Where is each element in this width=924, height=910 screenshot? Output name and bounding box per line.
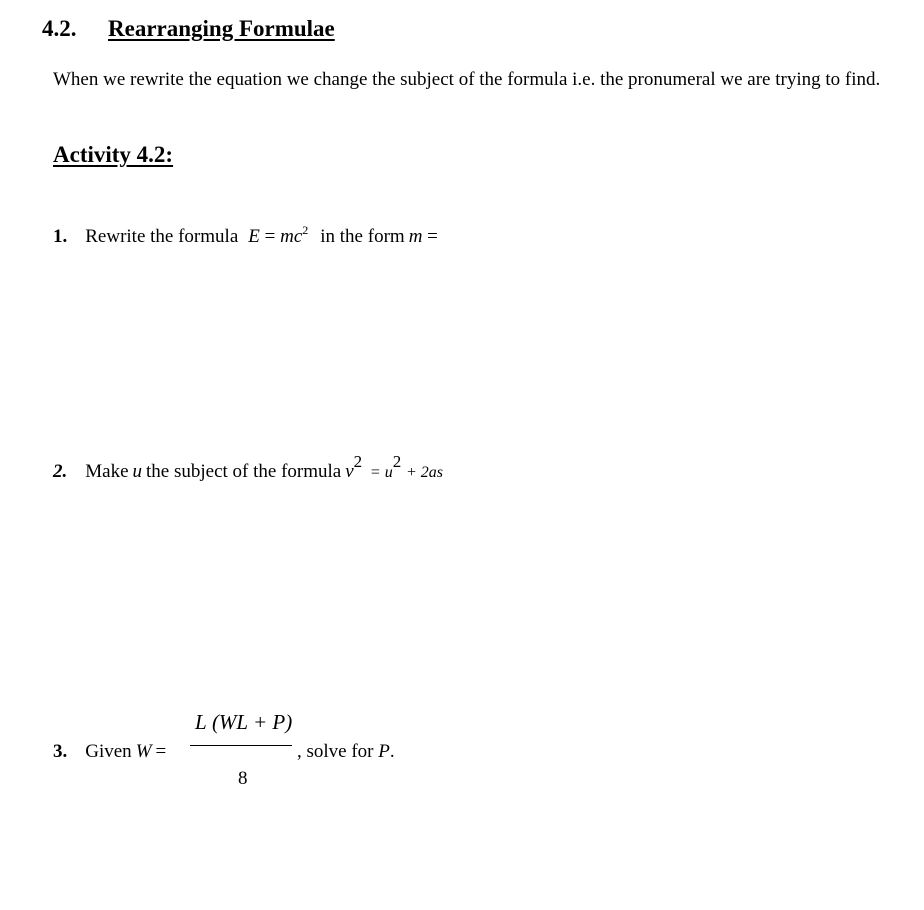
question-3-lhs: W bbox=[135, 741, 152, 762]
question-3-eq: = bbox=[155, 741, 167, 762]
question-1 bbox=[53, 223, 438, 248]
question-2-make: Make bbox=[85, 461, 129, 482]
question-3-numerator: L (WL + P) bbox=[195, 710, 293, 734]
question-1-text-middle: in the form bbox=[320, 226, 405, 247]
question-3 bbox=[53, 741, 166, 763]
activity-title: Activity 4.2: bbox=[53, 142, 174, 167]
section-number: 4.2. bbox=[42, 16, 77, 41]
question-1-text: Rewrite the formula bbox=[85, 226, 239, 247]
question-1-number: 1. bbox=[53, 226, 68, 247]
question-3-denominator: 8 bbox=[238, 768, 248, 789]
intro-paragraph: When we rewrite the equation we change the subject of the formula i.e. the pronumeral we are trying to find. bbox=[53, 69, 881, 90]
question-3-given: Given bbox=[85, 741, 132, 762]
question-3-tail: , solve for P. bbox=[297, 741, 395, 762]
question-2-subject-var: u bbox=[132, 461, 143, 482]
fraction-bar bbox=[190, 745, 292, 746]
question-1-formula: $E = mc^2$ bbox=[248, 223, 309, 247]
question-1-target: m = bbox=[408, 226, 438, 247]
question-2-text-after: the subject of the formula bbox=[146, 461, 342, 482]
question-3-number: 3. bbox=[53, 741, 68, 762]
question-2-number: 2. bbox=[53, 461, 68, 482]
section-title: Rearranging Formulae bbox=[108, 16, 335, 41]
question-2-formula: v2 = u2 + 2as bbox=[345, 452, 443, 482]
question-2 bbox=[53, 452, 443, 483]
